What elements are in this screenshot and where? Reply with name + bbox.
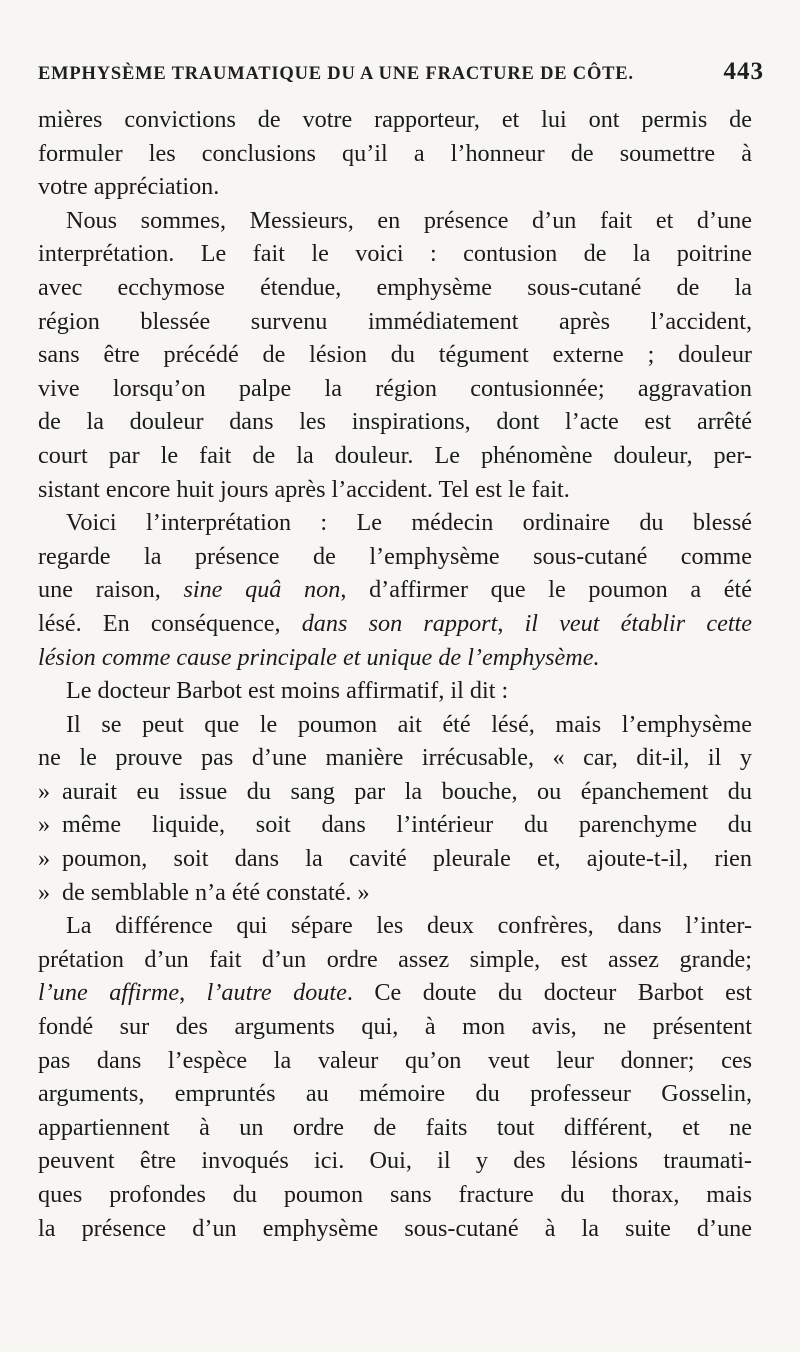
text-line <box>38 775 752 809</box>
text-line <box>38 607 752 641</box>
text-line: ques profondes du poumon sans fracture du thorax, mais <box>38 1181 752 1208</box>
italic-span: l’autre doute <box>206 979 347 1007</box>
body-text <box>38 103 752 1245</box>
quote-mark: » <box>38 878 51 906</box>
text-line: regarde la présence de l’emphysème sous-cutané comme <box>38 542 752 570</box>
text-span: de semblable n’a été constaté. » <box>62 878 370 906</box>
text-line: pas dans l’espèce la valeur qu’on veut leur donner; ces <box>38 1046 752 1074</box>
text-line <box>38 976 752 1010</box>
text-line: sans être précédé de lésion du tégument externe ; douleur <box>38 341 752 369</box>
text-line: lésion comme cause principale et unique de l’emphysème. <box>38 643 600 671</box>
text-line: peuvent être invoqués ici. Oui, il y des lésions traumati- <box>38 1147 752 1175</box>
running-title: EMPHYSÈME TRAUMATIQUE DU A UNE FRACTURE DE CÔTE. <box>38 64 634 84</box>
text-span: lésé. En conséquence, <box>38 609 302 637</box>
text-span: une raison, <box>38 576 184 604</box>
text-span: , <box>497 609 525 637</box>
text-line: court par le fait de la douleur. Le phénomène douleur, per- <box>38 441 752 469</box>
running-header <box>38 58 764 94</box>
text-span: , d’affirmer que le poumon a été <box>340 576 752 604</box>
text-line: avec ecchymose étendue, emphysème sous-cutané de la <box>38 273 752 301</box>
quote-mark: » <box>38 845 51 873</box>
text-line: sistant encore huit jours après l’accident. Tel est le fait. <box>38 475 570 503</box>
text-line: mières convictions de votre rapporteur, et lui ont permis de <box>38 106 752 133</box>
quote-mark: » <box>38 777 51 805</box>
page-number: 443 <box>723 58 764 85</box>
text-span: , <box>179 979 207 1007</box>
text-line: la présence d’un emphysème sous-cutané à la suite d’une <box>38 1214 752 1242</box>
text-span: même liquide, soit dans l’intérieur du parenchyme du <box>62 811 752 839</box>
text-line: interprétation. Le fait le voici : contusion de la poitrine <box>38 240 752 268</box>
text-line: La différence qui sépare les deux confrères, dans l’inter- <box>66 912 752 940</box>
text-line: fondé sur des arguments qui, à mon avis, ne présentent <box>38 1013 752 1041</box>
text-line: ne le prouve pas d’une manière irrécusable, « car, dit-il, il y <box>38 744 752 772</box>
text-span: poumon, soit dans la cavité pleurale et, ajoute-t-il, rien <box>62 845 752 873</box>
latin-phrase: sine quâ non <box>183 576 341 604</box>
text-line: de la douleur dans les inspirations, dont l’acte est arrêté <box>38 408 752 436</box>
text-line: Nous sommes, Messieurs, en présence d’un fait et d’une <box>66 206 752 234</box>
text-line: Le docteur Barbot est moins affirmatif, il dit : <box>66 677 509 705</box>
text-line: arguments, empruntés au mémoire du professeur Gosselin, <box>38 1080 752 1108</box>
italic-span: il veut établir cette <box>524 609 753 637</box>
text-line <box>38 808 752 842</box>
text-line: prétation d’un fait d’un ordre assez simple, est assez grande; <box>38 945 752 973</box>
text-line <box>38 842 752 876</box>
italic-span: dans son rapport <box>301 609 498 637</box>
text-line <box>38 876 752 910</box>
italic-span: l’une affirme <box>38 979 180 1007</box>
text-span: . Ce doute du docteur Barbot est <box>346 979 752 1007</box>
text-line: vive lorsqu’on palpe la région contusionnée; aggravation <box>38 374 752 402</box>
text-line <box>38 573 752 607</box>
text-line: appartiennent à un ordre de faits tout différent, et ne <box>38 1113 752 1141</box>
text-line: formuler les conclusions qu’il a l’honneur de soumettre à <box>38 139 752 167</box>
text-line: région blessée survenu immédiatement après l’accident, <box>38 307 752 335</box>
text-line: votre appréciation. <box>38 173 220 201</box>
text-line: Il se peut que le poumon ait été lésé, mais l’emphysème <box>66 710 752 738</box>
text-line: Voici l’interprétation : Le médecin ordinaire du blessé <box>66 509 752 537</box>
text-span: aurait eu issue du sang par la bouche, ou épanchement du <box>62 777 752 805</box>
quote-mark: » <box>38 811 51 839</box>
